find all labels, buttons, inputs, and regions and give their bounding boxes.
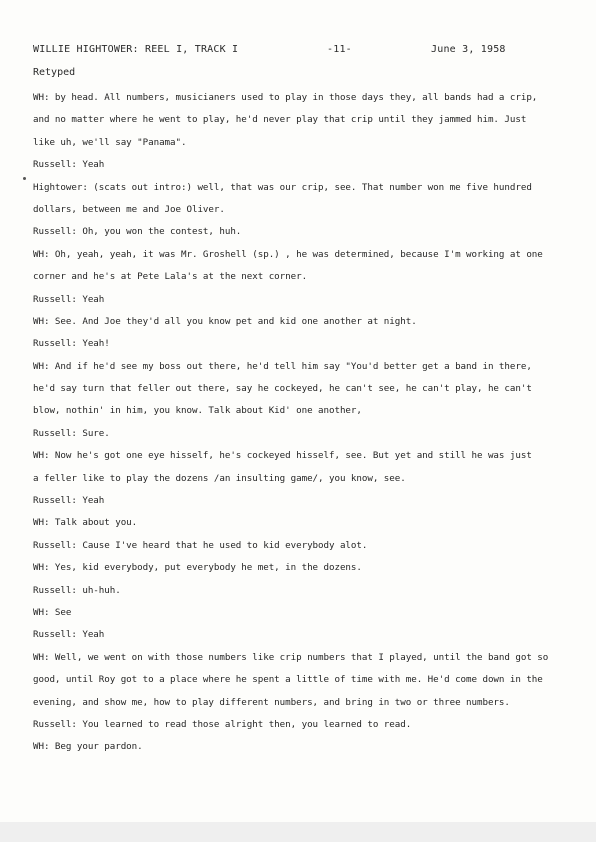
transcript-line: like uh, we'll say "Panama". bbox=[33, 136, 187, 148]
transcript-line: WH: Now he's got one eye hisself, he's cockeyed hisself, see. But yet and still he was just bbox=[33, 450, 532, 462]
transcript-line: Russell: Yeah bbox=[33, 293, 105, 305]
retyped-note: Retyped bbox=[33, 67, 76, 78]
transcript-line: blow, nothin' in him, you know. Talk about Kid' one another, bbox=[33, 405, 362, 417]
transcript-line: Hightower: (scats out intro:) well, that was our crip, see. That number won me five hundred bbox=[33, 181, 532, 193]
transcript-line: he'd say turn that feller out there, say he cockeyed, he can't see, he can't play, he can't bbox=[33, 383, 532, 395]
transcript-line: Russell: Oh, you won the contest, huh. bbox=[33, 226, 242, 238]
page-header bbox=[33, 44, 573, 60]
transcript-line: a feller like to play the dozens /an insulting game/, you know, see. bbox=[33, 472, 406, 484]
transcript-line: and no matter where he went to play, he'd never play that crip until they jammed him. Just bbox=[33, 114, 527, 126]
page-bottom-edge bbox=[0, 822, 596, 842]
transcript-line: Russell: Yeah bbox=[33, 159, 105, 171]
transcript-line: Russell: Yeah bbox=[33, 629, 105, 641]
transcript-line: WH: See bbox=[33, 606, 72, 618]
transcript-line: corner and he's at Pete Lala's at the next corner. bbox=[33, 271, 308, 283]
transcript-line: Russell: Cause I've heard that he used to kid everybody alot. bbox=[33, 539, 368, 551]
transcript-line: WH: Talk about you. bbox=[33, 517, 138, 529]
transcript-line: Russell: Yeah! bbox=[33, 338, 110, 350]
transcript-line: WH: See. And Joe they'd all you know pet and kid one another at night. bbox=[33, 315, 417, 327]
transcript-line: Russell: uh-huh. bbox=[33, 584, 121, 596]
transcript-line: evening, and show me, how to play different numbers, and bring in two or three numbers. bbox=[33, 696, 510, 708]
header-date: June 3, 1958 bbox=[431, 44, 506, 55]
transcript-line: WH: Oh, yeah, yeah, it was Mr. Groshell (sp.) , he was determined, because I'm working at one bbox=[33, 248, 543, 260]
transcript-line: WH: And if he'd see my boss out there, he'd tell him say "You'd better get a band in there, bbox=[33, 360, 532, 372]
transcript-line: WH: Well, we went on with those numbers like crip numbers that I played, until the band got so bbox=[33, 651, 549, 663]
transcript-line: Russell: Yeah bbox=[33, 495, 105, 507]
header-title: WILLIE HIGHTOWER: REEL I, TRACK I bbox=[33, 44, 239, 55]
transcript-line: WH: by head. All numbers, musicianers used to play in those days they, all bands had a crip, bbox=[33, 92, 538, 103]
transcript-line: WH: Beg your pardon. bbox=[33, 741, 143, 753]
transcript-line: WH: Yes, kid everybody, put everybody he met, in the dozens. bbox=[33, 562, 362, 574]
margin-mark bbox=[23, 177, 26, 180]
transcript-line: Russell: You learned to read those alright then, you learned to read. bbox=[33, 718, 412, 730]
page-number: -11- bbox=[327, 44, 352, 55]
transcript-line: Russell: Sure. bbox=[33, 427, 110, 439]
transcript-line: dollars, between me and Joe Oliver. bbox=[33, 203, 225, 215]
transcript-line: good, until Roy got to a place where he spent a little of time with me. He'd come down in the bbox=[33, 674, 543, 686]
transcript-body bbox=[33, 87, 578, 759]
